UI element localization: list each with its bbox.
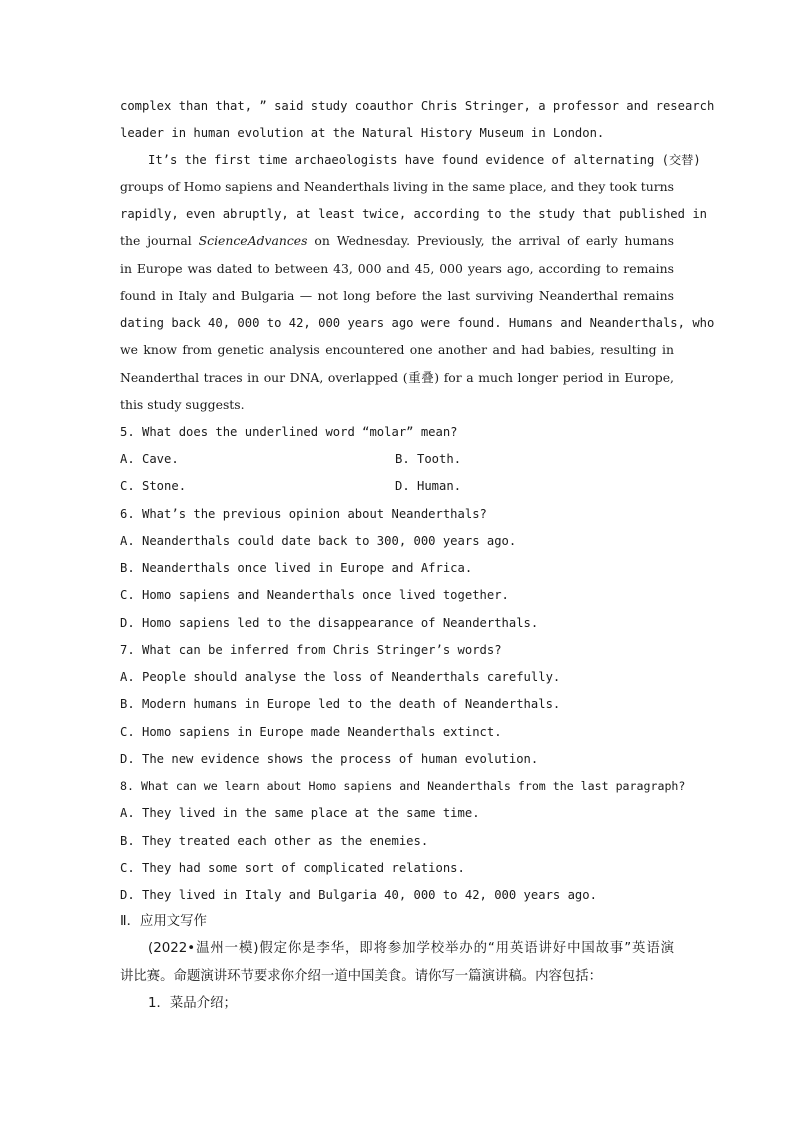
question-5-option-d: D. Human.	[395, 479, 462, 493]
question-8-stem: 8. What can we learn about Homo sapiens and Neanderthals from the last paragraph?	[120, 779, 686, 793]
passage-line-11: Neanderthal traces in our DNA, overlapped (重叠) for a much longer period in Europe,	[120, 370, 674, 385]
question-7-option-b: B. Modern humans in Europe led to the death of Neanderthals.	[120, 697, 561, 711]
question-5-option-b: B. Tooth.	[395, 452, 462, 466]
passage-line-10: we know from genetic analysis encountered one another and had babies, resulting in	[120, 342, 674, 357]
question-7-stem: 7. What can be inferred from Chris Stringer’s words?	[120, 643, 502, 657]
passage-line-6	[120, 233, 674, 249]
passage-line-2: leader in human evolution at the Natural History Museum in London.	[120, 126, 605, 140]
section-heading: Ⅱ．应用文写作	[120, 914, 207, 929]
question-8-option-b: B. They treated each other as the enemies.	[120, 834, 429, 848]
passage-line-5: rapidly, even abruptly, at least twice, according to the study that published in	[120, 207, 707, 221]
passage-line-3: It’s the first time archaeologists have found evidence of alternating (交替)	[148, 153, 701, 167]
writing-prompt-line-2: 讲比赛。命题演讲环节要求你介绍一道中国美食。请你写一篇演讲稿。内容包括：	[120, 969, 603, 984]
question-8-option-a: A. They lived in the same place at the same time.	[120, 806, 480, 820]
passage-line-9: dating back 40, 000 to 42, 000 years ago were found. Humans and Neanderthals, who	[120, 316, 715, 330]
question-8-option-d: D. They lived in Italy and Bulgaria 40, 000 to 42, 000 years ago.	[120, 888, 597, 902]
question-6-option-a: A. Neanderthals could date back to 300, 000 years ago.	[120, 534, 517, 548]
question-6-option-d: D. Homo sapiens led to the disappearance of Neanderthals.	[120, 616, 539, 630]
writing-item-1: 1．菜品介绍；	[148, 996, 237, 1011]
journal-suffix: on Wednesday. Previously, the arrival of early humans	[307, 233, 674, 248]
question-7-option-d: D. The new evidence shows the process of human evolution.	[120, 752, 539, 766]
option-text: A. Cave.	[120, 452, 179, 466]
question-6-option-b: B. Neanderthals once lived in Europe and Africa.	[120, 561, 473, 575]
question-7-option-a: A. People should analyse the loss of Neanderthals carefully.	[120, 670, 561, 684]
passage-line-7: in Europe was dated to between 43, 000 and 45, 000 years ago, according to remains	[120, 261, 674, 276]
passage-line-8: found in Italy and Bulgaria — not long before the last surviving Neanderthal remains	[120, 288, 674, 303]
passage-line-12: this study suggests.	[120, 397, 245, 412]
question-8-option-c: C. They had some sort of complicated relations.	[120, 861, 465, 875]
question-5-option-a	[120, 451, 179, 467]
question-7-option-c: C. Homo sapiens in Europe made Neanderthals extinct.	[120, 725, 502, 739]
question-5-option-c: C. Stone.	[120, 479, 187, 493]
journal-prefix: the journal	[120, 233, 199, 248]
question-6-option-c: C. Homo sapiens and Neanderthals once lived together.	[120, 588, 509, 602]
writing-prompt-line-1: (2022•温州一模)假定你是李华，即将参加学校举办的“用英语讲好中国故事”英语演	[148, 941, 675, 956]
journal-name: ScienceAdvances	[198, 233, 308, 248]
passage-line-4: groups of Homo sapiens and Neanderthals living in the same place, and they took turns	[120, 179, 674, 194]
question-5-stem: 5. What does the underlined word “molar” mean?	[120, 425, 458, 439]
passage-line-1: complex than that, ” said study coauthor Chris Stringer, a professor and research	[120, 99, 715, 113]
question-6-stem: 6. What’s the previous opinion about Neanderthals?	[120, 507, 487, 521]
